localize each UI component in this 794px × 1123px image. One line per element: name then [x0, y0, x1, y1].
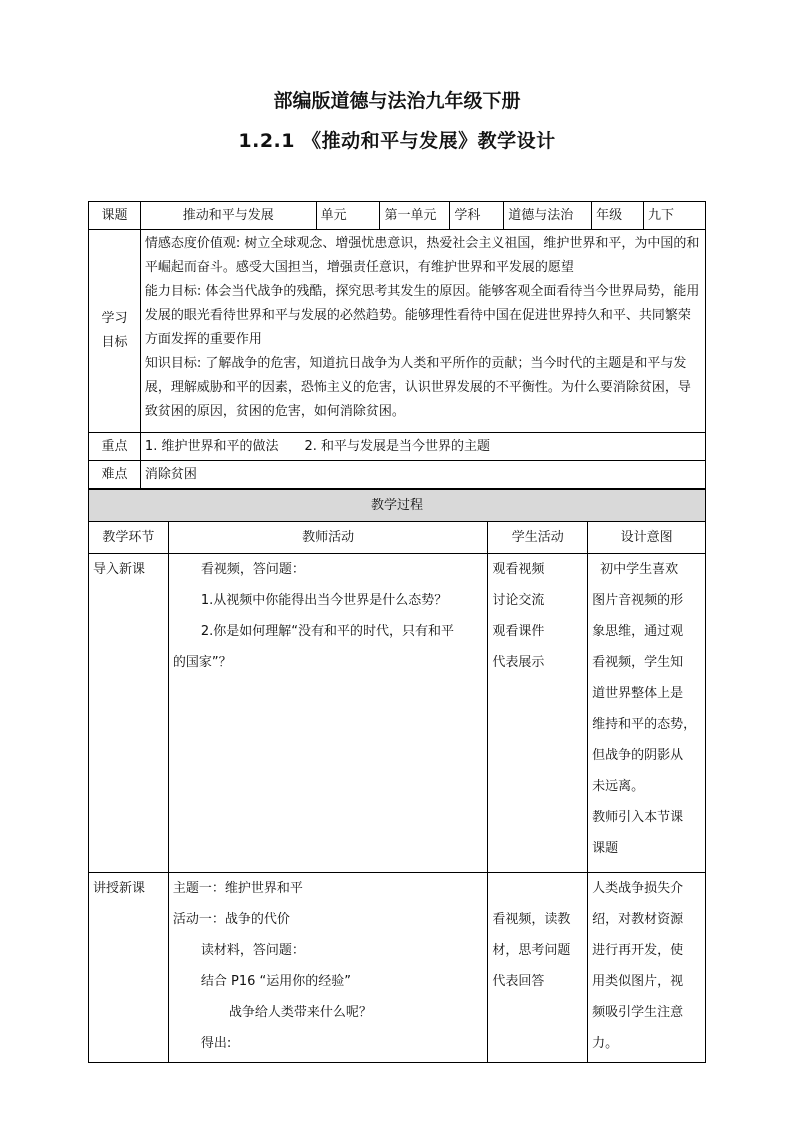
key-value: 1. 维护世界和平的做法 2. 和平与发展是当今世界的主题 — [140, 433, 705, 461]
course-label: 课题 — [89, 202, 141, 230]
subject-value: 道德与法治 — [504, 202, 592, 230]
document-subtitle: 1.2.1 《推动和平与发展》教学设计 — [238, 130, 556, 152]
course-value: 推动和平与发展 — [140, 202, 316, 230]
unit-value: 第一单元 — [380, 202, 450, 230]
column-header: 设计意图 — [588, 522, 706, 554]
teacher-activity: 主题一：维护世界和平 活动一：战争的代价 读材料，答问题： 结合 P16 “运用你的经验” 战争给人类带来什么呢？ 得出: — [168, 873, 487, 1063]
student-activity: 看视频，读教 材，思考问题 代表回答 — [488, 873, 588, 1063]
design-intent: 初中学生喜欢 图片音视频的形 象思维，通过观 看视频，学生知 道世界整体上是 维持和平的态势， 但战争的阴影从 未远离。 教师引入本节课 课题 — [588, 554, 706, 873]
design-intent: 人类战争损失介 绍，对教材资源 进行再开发，使 用类似图片，视 频吸引学生注意 力。 — [588, 873, 706, 1063]
column-header: 教学环节 — [89, 522, 169, 554]
stage-cell: 导入新课 — [89, 554, 169, 873]
goals-label: 学习 目标 — [89, 230, 141, 433]
goal-knowledge: 知识目标: 了解战争的危害，知道抗日战争为人类和平所作的贡献；当今时代的主题是和平与发展，理解威胁和平的因素，恐怖主义的危害，认识世界发展的不平衡性。为什么要消除贫困，导致贫困的原因，贫困的危害，如何消除贫困。 — [144, 356, 691, 419]
goal-attitude: 情感态度价值观: 树立全球观念、增强忧患意识，热爱社会主义祖国，维护世界和平，为中国的和平崛起而奋斗。感受大国担当，增强责任意识，有维护世界和平发展的愿望 — [144, 236, 700, 275]
unit-label: 单元 — [316, 202, 380, 230]
lesson-info-table — [88, 201, 706, 489]
column-header: 学生活动 — [488, 522, 588, 554]
stage-cell: 讲授新课 — [89, 873, 169, 1063]
difficulty-value: 消除贫困 — [140, 461, 705, 489]
student-activity: 观看视频 讨论交流 观看课件 代表展示 — [488, 554, 588, 873]
teacher-activity: 看视频，答问题： 1.从视频中你能得出当今世界是什么态势？ 2.你是如何理解“没有和平的时代，只有和平 的国家”？ — [168, 554, 487, 873]
grade-value: 九下 — [644, 202, 706, 230]
teaching-process-table — [88, 489, 706, 1063]
section-title: 教学过程 — [89, 490, 706, 522]
grade-label: 年级 — [592, 202, 644, 230]
document-title: 部编版道德与法治九年级下册 — [273, 90, 521, 112]
difficulty-label: 难点 — [89, 461, 141, 489]
goals-content — [140, 230, 705, 433]
column-header: 教师活动 — [168, 522, 487, 554]
subject-label: 学科 — [450, 202, 504, 230]
goal-ability: 能力目标: 体会当代战争的残酷，探究思考其发生的原因。能够客观全面看待当今世界局势，能用发展的眼光看待世界和平与发展的必然趋势。能够理性看待中国在促进世界持久和平、共同繁荣方面发挥的重要作用 — [144, 284, 700, 347]
key-label: 重点 — [89, 433, 141, 461]
